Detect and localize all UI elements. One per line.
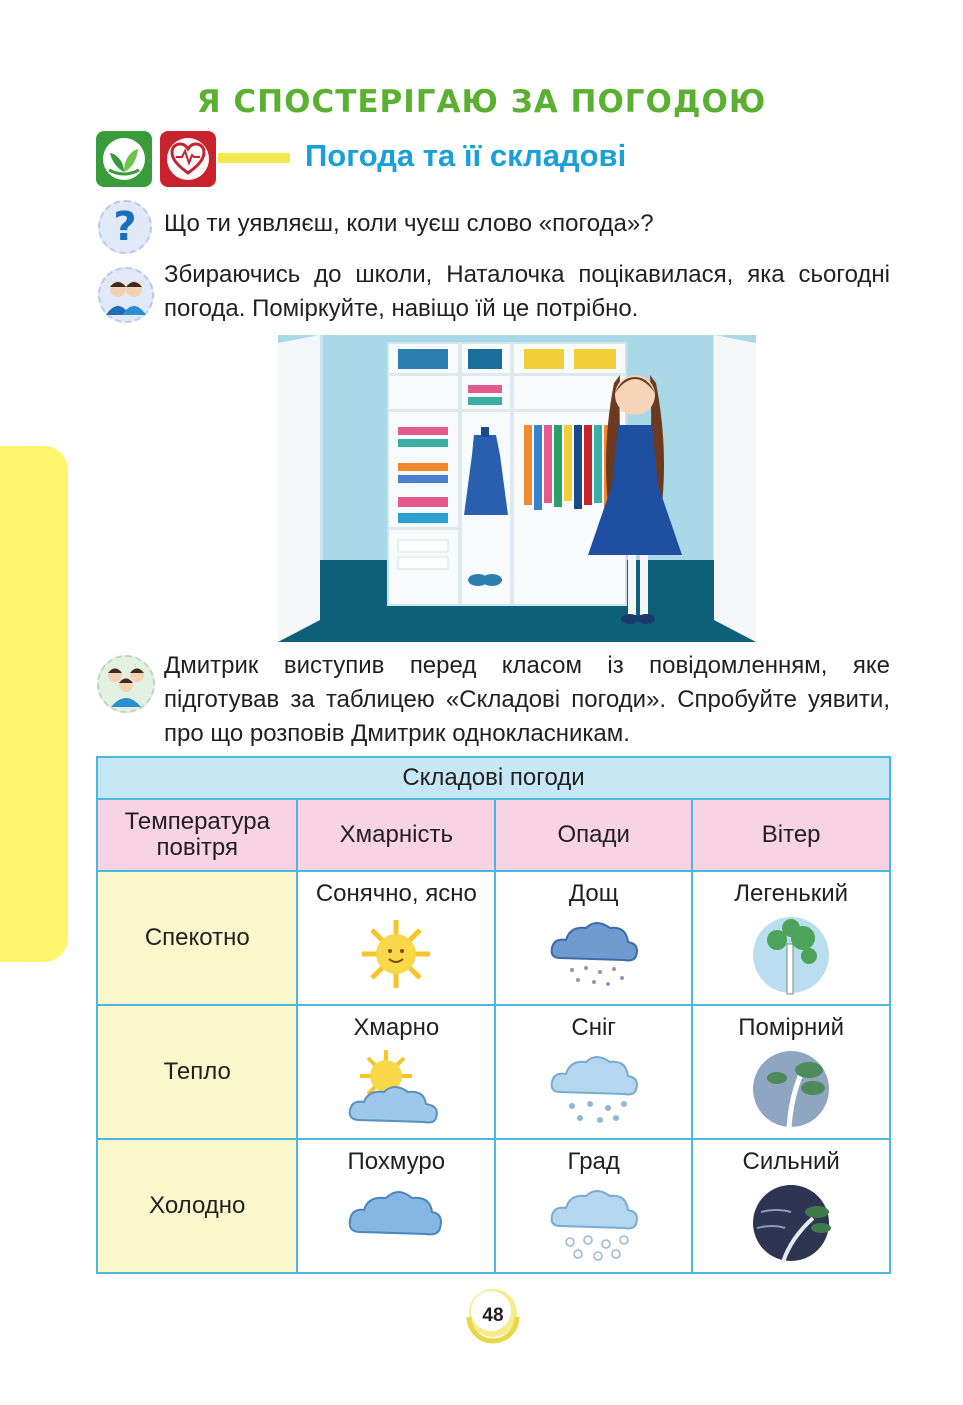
table-row (97, 1139, 890, 1273)
precip-cell (495, 1005, 692, 1139)
cloud-cell (297, 1139, 495, 1273)
wind-label: Помірний (738, 1014, 845, 1041)
wardrobe-illustration (278, 335, 756, 642)
wind-label: Сильний (742, 1148, 840, 1175)
weather-components-table (96, 756, 891, 1274)
heart-cardiogram-icon (160, 131, 216, 187)
title-underline (218, 153, 290, 163)
precip-label: Сніг (571, 1014, 617, 1041)
strong-wind-tree-icon (747, 1182, 835, 1264)
table-row (97, 1005, 890, 1139)
precip-cell (495, 871, 692, 1005)
table-title: Складові погоди (97, 757, 890, 799)
precip-label: Град (567, 1148, 620, 1175)
header-wind: Вітер (692, 799, 890, 871)
section-title: Погода та її складові (305, 138, 627, 173)
cloud-cell (297, 871, 495, 1005)
light-wind-tree-icon (747, 914, 835, 996)
hail-cloud-icon (546, 1182, 642, 1264)
header-precipitation: Опади (495, 799, 692, 871)
pupils-group-icon (97, 655, 155, 713)
overcast-cloud-icon (346, 1182, 446, 1252)
wind-cell (692, 1005, 890, 1139)
rain-cloud-icon (546, 914, 642, 996)
cloud-label: Хмарно (353, 1014, 440, 1041)
natalochka-text: Збираючись до школи, Наталочка поцікавилася, яка сьогодні погода. Поміркуйте, навіщо їй це потрібно. (164, 261, 890, 322)
moderate-wind-tree-icon (747, 1048, 835, 1130)
question-text: Що ти уявляєш, коли чуєш слово «погода»? (164, 210, 654, 237)
question-icon (98, 200, 152, 254)
header-cloudiness: Хмарність (297, 799, 495, 871)
cloud-cell (297, 1005, 495, 1139)
wind-cell (692, 871, 890, 1005)
wind-cell (692, 1139, 890, 1273)
temp-label: Тепло (97, 1005, 297, 1139)
precip-cell (495, 1139, 692, 1273)
precip-label: Дощ (568, 880, 619, 907)
table-row (97, 871, 890, 1005)
temp-label: Спекотно (97, 871, 297, 1005)
cloud-label: Похмуро (347, 1148, 446, 1175)
leaf-eco-icon (96, 131, 152, 187)
cloud-label: Сонячно, ясно (315, 880, 477, 907)
wind-label: Легенький (734, 880, 849, 907)
page-number-badge (463, 1287, 523, 1347)
pupils-pair-icon (98, 267, 154, 323)
page-number: 48 (482, 1305, 504, 1326)
dmytryk-text: Дмитрик виступив перед класом із повідомленням, яке підготував за таблицею «Складові погоди». Спробуйте уявити, про що розповів Дмитрик однокласникам. (164, 652, 890, 747)
header-temperature: Температура повітря (97, 799, 297, 871)
sun-behind-cloud-icon (346, 1048, 446, 1130)
snow-cloud-icon (546, 1048, 642, 1130)
sun-icon (351, 914, 441, 994)
temp-label: Холодно (97, 1139, 297, 1273)
side-tab (0, 446, 68, 962)
question-mark: ? (113, 204, 137, 250)
chapter-title: Я СПОСТЕРІГАЮ ЗА ПОГОДОЮ (196, 84, 767, 120)
